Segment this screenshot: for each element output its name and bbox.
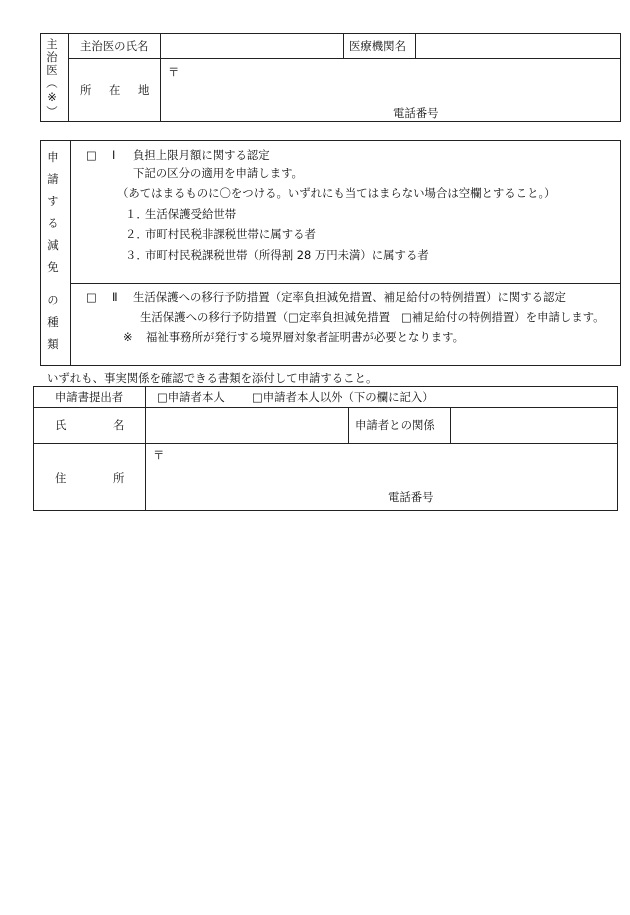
section2-numeral: Ⅱ — [112, 290, 118, 304]
reduction-side-label-top: 申請する減免 — [46, 151, 60, 283]
option-number[interactable]: １． — [125, 207, 148, 221]
section2-checkbox[interactable]: □ — [86, 290, 97, 304]
supplementary-benefit-checkbox[interactable]: □ — [401, 310, 412, 324]
submitter-label: 申請書提出者 — [54, 390, 124, 404]
submitter-option-self — [157, 390, 225, 404]
table-divider — [348, 407, 349, 443]
physician-table — [40, 33, 621, 122]
section2-note: 福祉事務所が発行する境界層対象者証明書が必要となります。 — [146, 330, 465, 344]
physician-address-label: 所 在 地 — [80, 83, 153, 97]
table-divider — [70, 283, 621, 284]
option-text: 市町村民税課税世帯（所得割 28 万円未満）に属する者 — [145, 248, 429, 262]
option-number[interactable]: ２． — [125, 227, 148, 241]
section2-note-mark: ※ — [123, 330, 133, 344]
relation-label: 申請者との関係 — [355, 418, 435, 432]
applicant-name-field[interactable] — [146, 408, 348, 443]
attachment-note: いずれも、事実関係を確認できる書類を添付して申請すること。 — [47, 371, 378, 385]
submitter-other-label: 申請者本人以外（下の欄に記入） — [262, 390, 434, 404]
institution-label: 医療機関名 — [349, 39, 406, 53]
physician-name-label: 主治医の氏名 — [80, 39, 149, 53]
table-divider — [70, 140, 71, 366]
option-text: 生活保護受給世帯 — [145, 207, 237, 221]
submitter-self-label: 申請者本人 — [167, 390, 225, 404]
section1-title: 負担上限月額に関する認定 — [133, 148, 270, 162]
reduction-side-label-bottom: の種類 — [46, 294, 60, 360]
section1-numeral: Ⅰ — [112, 148, 116, 162]
applicant-name-label: 氏 名 — [55, 418, 128, 432]
physician-name-field[interactable] — [161, 34, 343, 58]
fixed-rate-reduction-checkbox[interactable]: □ — [288, 310, 299, 324]
relation-field[interactable] — [451, 408, 617, 443]
submitter-other-checkbox[interactable]: □ — [252, 390, 263, 404]
postal-mark: 〒 — [153, 448, 165, 462]
section2-request-line — [140, 310, 605, 324]
reduction-type-table — [40, 140, 621, 366]
table-divider — [68, 33, 69, 122]
applicant-table — [33, 386, 618, 511]
table-divider — [343, 33, 344, 58]
submitter-self-checkbox[interactable]: □ — [157, 390, 168, 404]
submitter-option-other — [252, 390, 434, 404]
physician-address-field[interactable] — [161, 59, 620, 121]
fixed-rate-reduction-label: 定率負担減免措置 — [298, 310, 390, 324]
section2-request-prefix: 生活保護への移行予防措置（ — [140, 310, 289, 324]
applicant-address-field[interactable] — [146, 444, 617, 510]
section2-title: 生活保護への移行予防措置（定率負担減免措置、補足給付の特例措置）に関する認定 — [133, 290, 566, 304]
option-number[interactable]: ３． — [125, 248, 148, 262]
phone-label: 電話番号 — [393, 106, 439, 120]
section1-note: （あてはまるものに〇をつける。いずれにも当てはまらない場合は空欄とすること。） — [117, 186, 556, 200]
institution-field[interactable] — [416, 34, 620, 58]
phone-label: 電話番号 — [388, 490, 434, 504]
postal-mark: 〒 — [168, 65, 180, 79]
supplementary-benefit-label: 補足給付の特例措置 — [411, 310, 515, 324]
option-text: 市町村民税非課税世帯に属する者 — [145, 227, 316, 241]
section1-checkbox[interactable]: □ — [86, 148, 97, 162]
physician-side-label: 主治医（※） — [45, 38, 59, 119]
applicant-address-label: 住 所 — [55, 471, 128, 485]
section1-instruction: 下記の区分の適用を申請します。 — [133, 166, 303, 180]
section2-request-suffix: ）を申請します。 — [514, 310, 605, 324]
